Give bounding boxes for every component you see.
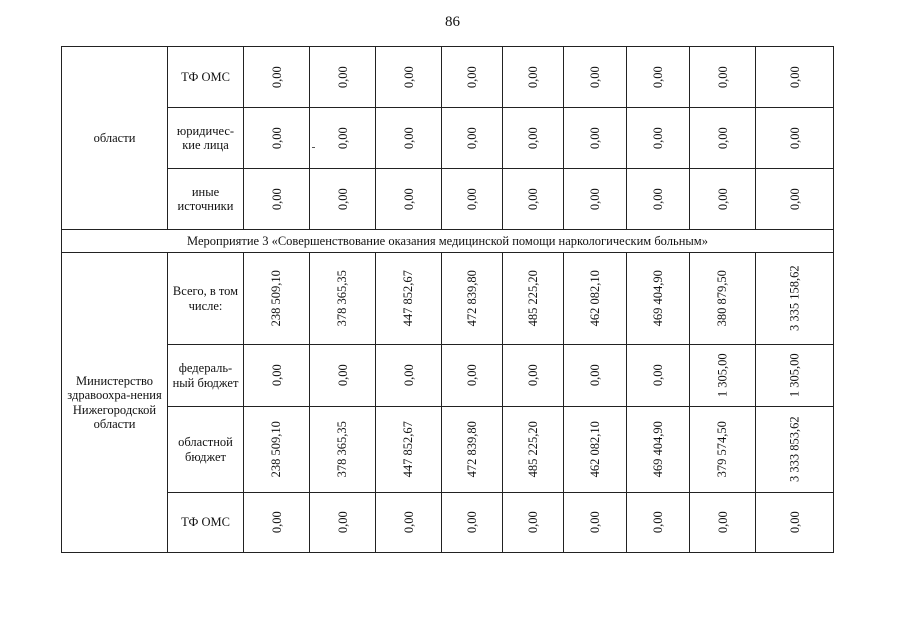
table-row [62, 169, 834, 230]
value-text: 0,00 [587, 188, 602, 210]
value-cell [310, 407, 376, 493]
value-text: 0,00 [464, 127, 479, 149]
value-text: 0,00 [650, 188, 665, 210]
value-cell [564, 47, 627, 108]
value-text: 472 839,80 [464, 421, 479, 478]
value-cell [244, 169, 310, 230]
value-text: 485 225,20 [525, 421, 540, 478]
value-cell [627, 108, 690, 169]
value-text: 0,00 [787, 66, 802, 88]
value-text: 378 365,35 [335, 421, 350, 478]
value-text: 469 404,90 [650, 421, 665, 478]
source-cell: Всего, в том числе: [168, 253, 244, 345]
value-cell [690, 47, 756, 108]
value-cell [442, 253, 503, 345]
value-text: 238 509,10 [269, 270, 284, 327]
table-row [62, 345, 834, 407]
value-cell [564, 108, 627, 169]
value-cell [442, 493, 503, 553]
owner-cell-regional [62, 47, 168, 230]
value-text: 0,00 [787, 188, 802, 210]
value-cell [244, 493, 310, 553]
value-text: 0,00 [715, 127, 730, 149]
value-text: 0,00 [525, 188, 540, 210]
value-cell [503, 407, 564, 493]
event-title: Мероприятие 3 «Совершенствование оказания медицинской помощи наркологическим больным» [62, 230, 834, 253]
table-row [62, 493, 834, 553]
value-cell [564, 407, 627, 493]
value-cell [756, 493, 834, 553]
value-cell [756, 407, 834, 493]
value-text: 485 225,20 [525, 270, 540, 327]
value-text: 379 574,50 [715, 421, 730, 478]
value-text: 0,00 [587, 511, 602, 534]
value-cell [503, 253, 564, 345]
value-cell [442, 345, 503, 407]
source-cell: федераль-ный бюджет [168, 345, 244, 407]
table-row [62, 47, 834, 108]
owner-label: области [93, 130, 136, 145]
value-text: 3 335 158,62 [787, 265, 802, 332]
value-text: 447 852,67 [401, 421, 416, 478]
event-row [62, 230, 834, 253]
value-text: 462 082,10 [587, 270, 602, 327]
value-cell [756, 47, 834, 108]
value-cell [627, 345, 690, 407]
value-text: 0,00 [464, 364, 479, 387]
value-cell [564, 493, 627, 553]
value-cell [310, 47, 376, 108]
value-cell [310, 493, 376, 553]
value-text: 0,00 [787, 511, 802, 534]
value-cell [310, 169, 376, 230]
value-cell [690, 108, 756, 169]
value-text: 472 839,80 [464, 270, 479, 327]
value-cell [627, 169, 690, 230]
value-text: 0,00 [335, 127, 350, 149]
table-row [62, 407, 834, 493]
value-text: 0,00 [269, 188, 284, 210]
owner-cell-ministry [62, 253, 168, 553]
value-text: 1 305,00 [715, 353, 730, 398]
value-text: 0,00 [650, 364, 665, 387]
value-text: 0,00 [464, 66, 479, 88]
value-text: 469 404,90 [650, 270, 665, 327]
value-cell [376, 407, 442, 493]
table-row [62, 108, 834, 169]
value-cell [442, 47, 503, 108]
value-cell [376, 345, 442, 407]
value-text: 0,00 [587, 364, 602, 387]
source-cell: областной бюджет [168, 407, 244, 493]
value-cell [442, 407, 503, 493]
value-text: 0,00 [525, 66, 540, 88]
value-text: 0,00 [464, 511, 479, 534]
value-cell [690, 345, 756, 407]
value-cell [690, 253, 756, 345]
value-cell [627, 253, 690, 345]
value-text: 0,00 [401, 511, 416, 534]
value-text: 3 333 853,62 [787, 416, 802, 483]
page-number: 86 [445, 14, 460, 30]
value-cell [244, 253, 310, 345]
value-cell [244, 47, 310, 108]
value-cell [376, 493, 442, 553]
value-text: 0,00 [335, 511, 350, 534]
value-cell [564, 345, 627, 407]
value-cell [244, 345, 310, 407]
value-cell [756, 169, 834, 230]
value-text: 0,00 [401, 66, 416, 88]
value-text: 462 082,10 [587, 421, 602, 478]
source-cell: ТФ ОМС [168, 47, 244, 108]
value-text: 0,00 [787, 127, 802, 149]
value-cell [564, 169, 627, 230]
value-text: 380 879,50 [715, 270, 730, 327]
value-cell [244, 108, 310, 169]
value-cell [503, 47, 564, 108]
value-text: 238 509,10 [269, 421, 284, 478]
value-cell [310, 253, 376, 345]
value-cell [310, 108, 376, 169]
owner-label: Министерство здравоохра-нения Нижегородской области [67, 373, 162, 431]
value-text: 0,00 [464, 188, 479, 210]
value-text: 0,00 [335, 188, 350, 210]
value-cell [376, 47, 442, 108]
value-text: 0,00 [650, 511, 665, 534]
value-cell [627, 47, 690, 108]
value-cell [756, 253, 834, 345]
value-text: 0,00 [525, 511, 540, 534]
value-cell [442, 169, 503, 230]
value-text: 0,00 [715, 188, 730, 210]
value-text: 0,00 [269, 66, 284, 88]
value-cell [503, 169, 564, 230]
value-cell [442, 108, 503, 169]
value-cell [503, 345, 564, 407]
value-cell [756, 108, 834, 169]
source-cell: иные источники [168, 169, 244, 230]
value-text: 0,00 [401, 127, 416, 149]
value-text: 0,00 [525, 364, 540, 387]
value-text: 447 852,67 [401, 270, 416, 327]
value-text: 0,00 [335, 66, 350, 88]
value-text: 0,00 [401, 364, 416, 387]
value-text: 0,00 [269, 127, 284, 149]
value-cell [244, 407, 310, 493]
value-text: 0,00 [269, 511, 284, 534]
value-cell [376, 169, 442, 230]
value-cell [627, 493, 690, 553]
value-text: 0,00 [335, 364, 350, 387]
value-text: 0,00 [715, 66, 730, 88]
value-cell [690, 493, 756, 553]
value-text: 0,00 [525, 127, 540, 149]
value-text: 0,00 [269, 364, 284, 387]
source-cell: юридичес-кие лица [168, 108, 244, 169]
value-text: 0,00 [587, 127, 602, 149]
value-text: 0,00 [401, 188, 416, 210]
table-body [62, 47, 834, 553]
scan-smudge [312, 147, 315, 148]
value-cell [756, 345, 834, 407]
value-cell [564, 253, 627, 345]
value-cell [376, 108, 442, 169]
value-text: 1 305,00 [787, 353, 802, 398]
budget-table [61, 46, 834, 553]
source-cell: ТФ ОМС [168, 493, 244, 553]
value-cell [690, 169, 756, 230]
value-cell [627, 407, 690, 493]
value-text: 0,00 [715, 511, 730, 534]
table-row [62, 253, 834, 345]
value-cell [503, 108, 564, 169]
value-text: 0,00 [650, 127, 665, 149]
value-cell [310, 345, 376, 407]
value-text: 378 365,35 [335, 270, 350, 327]
value-cell [503, 493, 564, 553]
value-cell [376, 253, 442, 345]
value-text: 0,00 [650, 66, 665, 88]
value-cell [690, 407, 756, 493]
value-text: 0,00 [587, 66, 602, 88]
